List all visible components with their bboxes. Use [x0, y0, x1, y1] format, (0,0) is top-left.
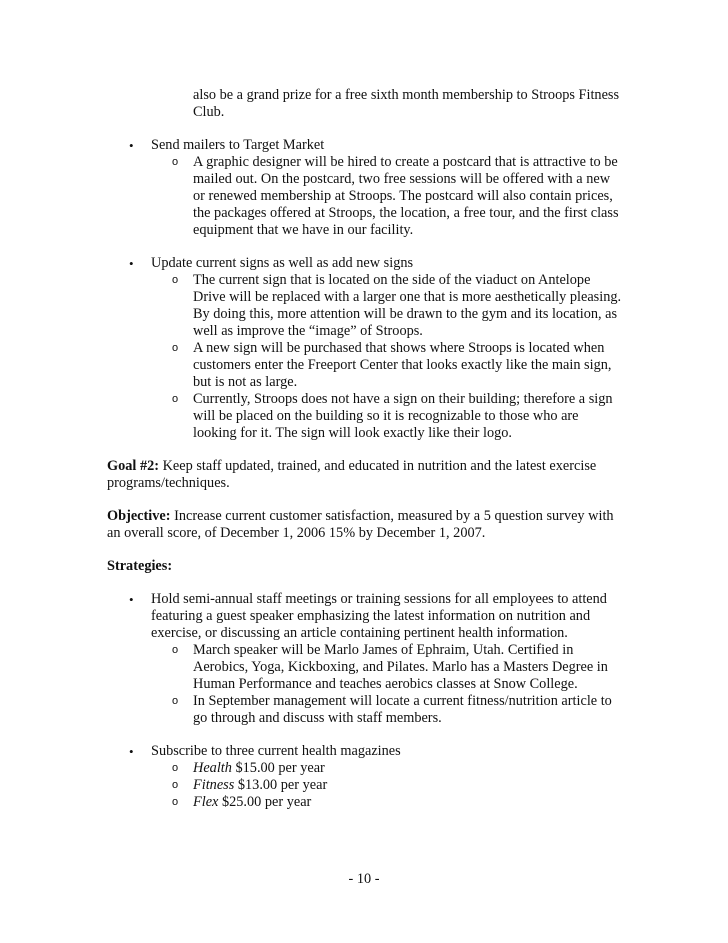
objective-label: Objective:: [107, 508, 171, 524]
strategies-heading: Strategies:: [107, 558, 173, 574]
goal-paragraph: [107, 458, 596, 475]
carryover-line: also be a grand prize for a free sixth month membership to Stroops Fitness: [193, 87, 620, 103]
carryover-line: Club.: [193, 104, 225, 120]
list-item-line: Hold semi-annual staff meetings or training sessions for all employees to attend: [151, 591, 607, 607]
bullet-marker: •: [129, 744, 134, 759]
list-item-line: By doing this, more attention will be drawn to the gym and its location, as: [193, 306, 618, 322]
list-item-line: equipment that we have in our facility.: [193, 222, 414, 238]
list-item-line: will be placed on the building so it is recognizable to those who are: [193, 408, 579, 424]
sub-bullet-marker: o: [172, 156, 179, 168]
list-item-line: featuring a guest speaker emphasizing the latest information on nutrition and: [151, 608, 591, 624]
list-item-line: A graphic designer will be hired to create a postcard that is attractive to be: [193, 154, 618, 170]
goal-text: Keep staff updated, trained, and educated in nutrition and the latest exercise: [159, 458, 597, 474]
list-item-line: Aerobics, Yoga, Kickboxing, and Pilates. Marlo has a Masters Degree in: [193, 659, 608, 675]
list-item: Subscribe to three current health magazines: [151, 743, 401, 759]
list-item-line: or renewed membership at Stroops. The postcard will also contain prices,: [193, 188, 613, 204]
list-item-line: Drive will be replaced with a larger one that is more aesthetically pleasing.: [193, 289, 622, 305]
list-item-line: Currently, Stroops does not have a sign on their building; therefore a sign: [193, 391, 613, 407]
sub-bullet-marker: o: [172, 342, 179, 354]
magazine-name: Health: [193, 760, 232, 776]
magazine-price: $15.00 per year: [231, 760, 325, 776]
sub-bullet-marker: o: [172, 796, 179, 808]
list-item-line: March speaker will be Marlo James of Ephraim, Utah. Certified in: [193, 642, 574, 658]
sub-bullet-marker: o: [172, 779, 179, 791]
page-number: - 10 -: [348, 871, 380, 887]
list-item: Send mailers to Target Market: [151, 137, 325, 153]
goal-label: Goal #2:: [107, 458, 160, 474]
magazine-name: Flex: [193, 794, 219, 810]
bullet-marker: •: [129, 138, 134, 153]
magazine-item: [193, 794, 311, 811]
magazine-price: $13.00 per year: [234, 777, 328, 793]
list-item-line: exercise, or discussing an article containing pertinent health information.: [151, 625, 568, 641]
objective-paragraph: [107, 508, 614, 525]
sub-bullet-marker: o: [172, 644, 179, 656]
magazine-price: $25.00 per year: [218, 794, 312, 810]
sub-bullet-marker: o: [172, 393, 179, 405]
bullet-marker: •: [129, 256, 134, 271]
sub-bullet-marker: o: [172, 695, 179, 707]
list-item: Update current signs as well as add new signs: [151, 255, 414, 271]
list-item-line: but is not as large.: [193, 374, 298, 390]
sub-bullet-marker: o: [172, 274, 179, 286]
list-item-line: A new sign will be purchased that shows where Stroops is located when: [193, 340, 605, 356]
magazine-item: [193, 777, 327, 794]
list-item-line: Human Performance and teaches aerobics classes at Snow College.: [193, 676, 578, 692]
sub-bullet-marker: o: [172, 762, 179, 774]
list-item-line: customers enter the Freeport Center that looks exactly like the main sign,: [193, 357, 612, 373]
list-item-line: mailed out. On the postcard, two free sessions will be offered with a new: [193, 171, 611, 187]
list-item-line: go through and discuss with staff members.: [193, 710, 442, 726]
list-item-line: the packages offered at Stroops, the location, a free tour, and the first class: [193, 205, 619, 221]
goal-text: programs/techniques.: [107, 475, 230, 491]
list-item-line: The current sign that is located on the side of the viaduct on Antelope: [193, 272, 591, 288]
objective-text: an overall score, of December 1, 2006 15% by December 1, 2007.: [107, 525, 486, 541]
list-item-line: looking for it. The sign will look exactly like their logo.: [193, 425, 512, 441]
magazine-item: [193, 760, 325, 777]
list-item-line: well as improve the “image” of Stroops.: [193, 323, 423, 339]
list-item-line: In September management will locate a current fitness/nutrition article to: [193, 693, 612, 709]
objective-text: Increase current customer satisfaction, measured by a 5 question survey with: [170, 508, 614, 524]
magazine-name: Fitness: [193, 777, 235, 793]
bullet-marker: •: [129, 592, 134, 607]
